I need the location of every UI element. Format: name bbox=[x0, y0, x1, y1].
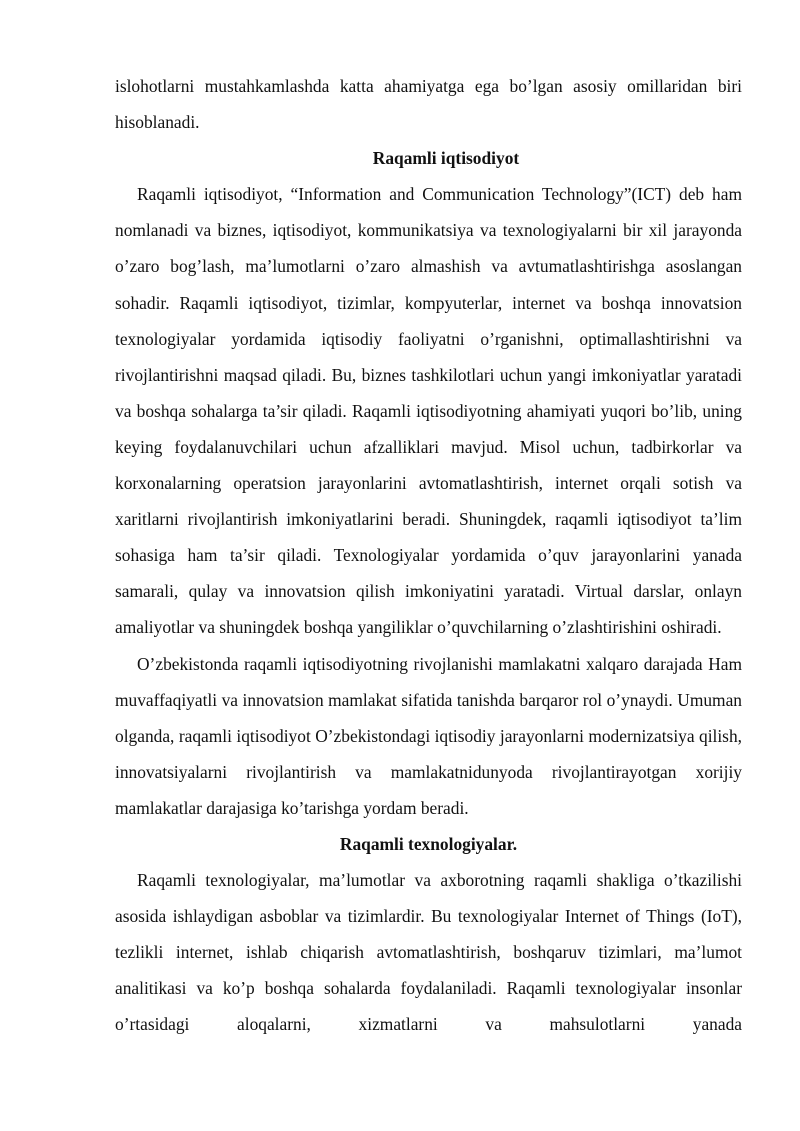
paragraph-raqamli-iqtisodiyot-1: Raqamli iqtisodiyot, “Information and Communication Technology”(ICT) deb ham nomlanadi va biznes, iqtisodiyot, kommunikatsiya va texnologiyalarni bir xil jarayonda o’zaro bog’lash, ma’lumotlarni o’zaro almashish va avtumatlashtirishga asoslangan sohadir. Raqamli iqtisodiyot, tizimlar, kompyuterlar, internet va boshqa innovatsion texnologiyalar yordamida iqtisodiy faoliyatni o’rganishni, optimallashtirishni va rivojlantirishni maqsad qiladi. Bu, biznes tashkilotlari uchun yangi imkoniyatlar yaratadi va boshqa sohalarga ta’sir qiladi. Raqamli iqtisodiyotning ahamiyati yuqori bo’lib, uning keying foydalanuvchilari uchun afzalliklari mavjud. Misol uchun, tadbirkorlar va korxonalarning operatsion jarayonlarini avtomatlashtirish, internet orqali sotish va xaritlarni rivojlantirish imkoniyatlarini beradi. Shuningdek, raqamli iqtisodiyot ta’lim sohasiga ham ta’sir qiladi. Texnologiyalar yordamida o’quv jarayonlarini yanada samarali, qulay va innovatsion qilish imkoniyatini yaratadi. Virtual darslar, onlayn amaliyotlar va shuningdek boshqa yangiliklar o’quvchilarning o’zlashtirishini oshiradi. bbox=[115, 184, 742, 638]
section-heading-raqamli-texnologiyalar: Raqamli texnologiyalar. bbox=[339, 833, 518, 854]
intro-paragraph: islohotlarni mustahkamlashda katta ahamiyatga ega bo’lgan asosiy omillaridan biri hisoblanadi. bbox=[115, 76, 742, 133]
paragraph-raqamli-texnologiyalar-1: Raqamli texnologiyalar, ma’lumotlar va axborotning raqamli shakliga o’tkazilishi asosida ishlaydigan asboblar va tizimlardir. Bu texnologiyalar Internet of Things (IoT), tezlikli internet, ishlab chiqarish avtomatlashtirish, boshqaruv tizimlari, ma’lumot analitikasi va ko’p boshqa sohalarda foydalaniladi. Raqamli texnologiyalar insonlar o’rtasidagi aloqalarni, xizmatlarni va mahsulotlarni yanada bbox=[115, 870, 742, 1035]
document-page bbox=[115, 68, 742, 1043]
section-heading-raqamli-iqtisodiyot: Raqamli iqtisodiyot bbox=[372, 148, 520, 169]
paragraph-raqamli-iqtisodiyot-2: O’zbekistonda raqamli iqtisodiyotning rivojlanishi mamlakatni xalqaro darajada Ham muvaffaqiyatli va innovatsion mamlakat sifatida tanishda barqaror rol o’ynaydi. Umuman olganda, raqamli iqtisodiyot O’zbekistondagi iqtisodiy jarayonlarni modernizatsiya qilish, innovatsiyalarni rivojlantirish va mamlakatnidunyoda rivojlantirayotgan xorijiy mamlakatlar darajasiga ko’tarishga yordam beradi. bbox=[115, 653, 742, 818]
